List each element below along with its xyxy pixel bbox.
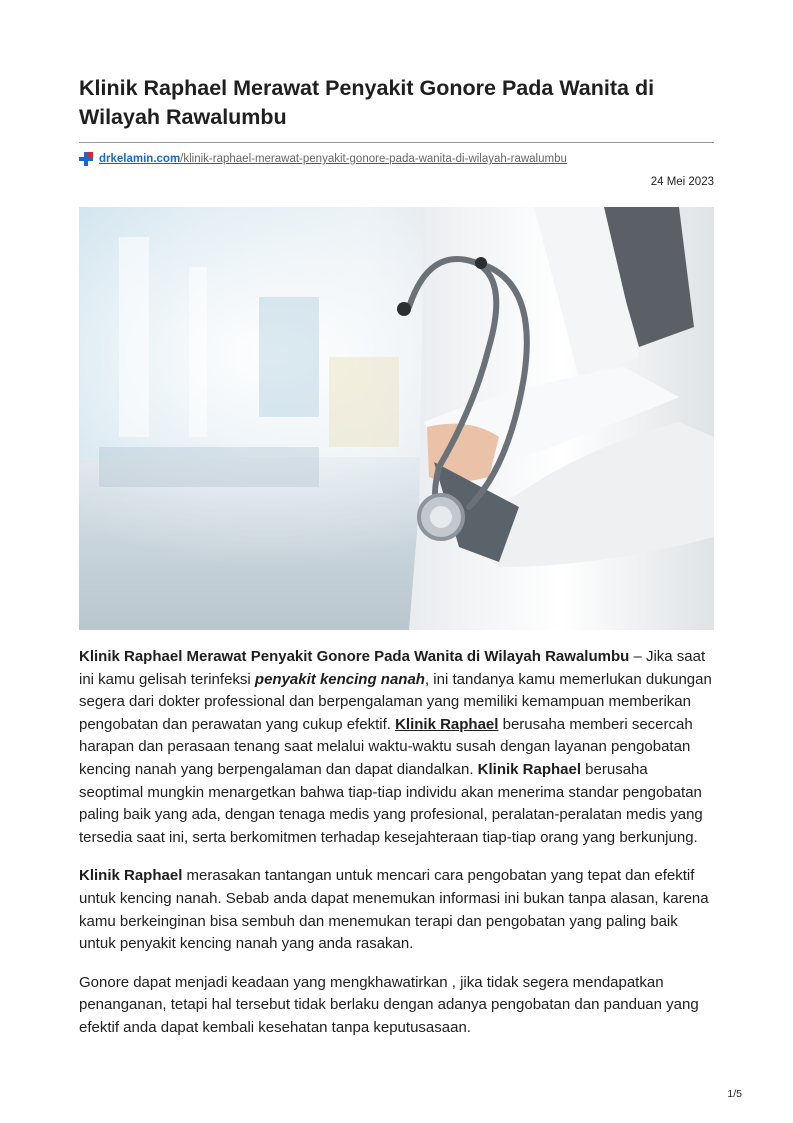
text-run: berusaha memberi secercah harapan dan perasaan tenang saat melalui waktu-waktu susah dengan layanan pengobatan kencing nanah yang berpengalaman dan dapat diandalkan. — [79, 715, 693, 778]
paragraph-3 — [79, 972, 714, 1040]
paragraph-1 — [79, 646, 714, 849]
bold-clinic-name: Klinik Raphael — [477, 760, 582, 778]
source-url-row — [79, 151, 714, 167]
klinik-raphael-link[interactable]: Klinik Raphael — [395, 715, 499, 733]
source-domain: drkelamin.com — [99, 153, 181, 165]
publish-date: 24 Mei 2023 — [650, 176, 714, 188]
page-number: 1/5 — [727, 1088, 742, 1100]
text-run: , ini tandanya kamu memerlukan dukungan segera dari dokter professional dan berpengalaman yang memiliki kemampuan memberikan pengobatan dan perawatan yang cukup efektif. — [79, 670, 712, 733]
lead-bold: Klinik Raphael Merawat Penyakit Gonore Pada Wanita di Wilayah Rawalumbu — [79, 648, 630, 665]
source-path: /klinik-raphael-merawat-penyakit-gonore-pada-wanita-di-wilayah-rawalumbu — [180, 153, 567, 165]
text-run: berusaha seoptimal mungkin menargetkan bahwa tiap-tiap individu akan menerima standar pengobatan paling baik yang ada, dengan tenaga medis yang profesional, peralatan-peralatan medis yang tersedia saat ini, serta berkomitmen terhadap kesejahteraan tiap-tiap orang yang berkunjung. — [79, 760, 703, 846]
emphasis-term: penyakit kencing nanah — [254, 670, 425, 688]
text-run: Gonore dapat menjadi keadaan yang mengkhawatirkan , jika tidak segera mendapatkan penanganan, tetapi hal tersebut tidak berlaku dengan adanya pengobatan dan panduan yang efektif anda dapat kembali kesehatan tanpa keputusasaan. — [79, 973, 699, 1036]
article-body — [79, 646, 714, 1040]
article-title: Klinik Raphael Merawat Penyakit Gonore Pada Wanita di Wilayah Rawalumbu — [79, 74, 714, 143]
text-run: – Jika saat ini kamu gelisah terinfeksi — [79, 648, 706, 688]
source-link[interactable] — [99, 153, 567, 165]
medical-cross-icon — [79, 152, 93, 166]
text-run: merasakan tantangan untuk mencari cara pengobatan yang tepat dan efektif untuk kencing nanah. Sebab anda dapat menemukan informasi ini bukan tanpa alasan, karena kamu berkeinginan bisa sembuh dan menemukan terapi dan pengobatan yang paling baik untuk penyakit kencing nanah yang anda rasakan. — [79, 867, 709, 953]
bold-clinic-name: Klinik Raphael — [79, 867, 183, 885]
paragraph-2 — [79, 865, 714, 955]
document-page — [79, 74, 714, 1056]
doctor-stethoscope-photo — [79, 207, 714, 630]
